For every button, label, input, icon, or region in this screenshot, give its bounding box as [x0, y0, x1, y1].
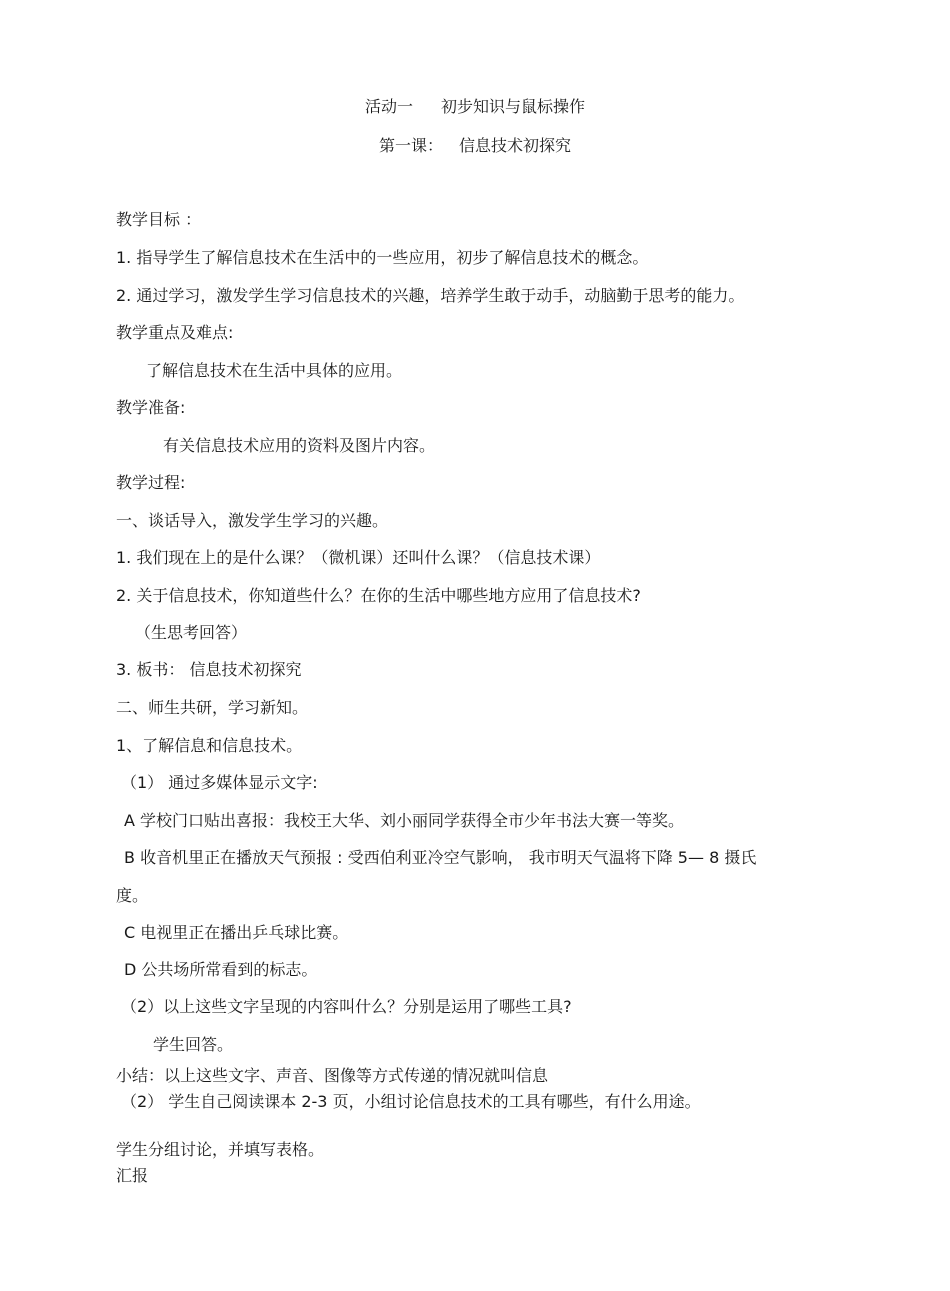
report: 汇报 [116, 1166, 149, 1185]
subsection-1: 1、了解信息和信息技术。 [116, 736, 303, 755]
question-2: 2. 关于信息技术，你知道些什么？在你的生活中哪些地方应用了信息技术? [116, 586, 641, 605]
section-heading-preparation: 教学准备: [116, 398, 186, 417]
section-heading-objectives: 教学目标 ： [116, 210, 202, 229]
item-2-question: （2）以上这些文字呈现的内容叫什么？分别是运用了哪些工具? [121, 997, 572, 1016]
student-answer-note: 学生回答。 [153, 1035, 234, 1054]
objective-1: 1. 指导学生了解信息技术在生活中的一些应用，初步了解信息技术的概念。 [116, 248, 649, 267]
activity-topic: 初步知识与鼠标操作 [441, 97, 586, 116]
key-point-text: 了解信息技术在生活中具体的应用。 [146, 361, 403, 380]
section-heading-key-points: 教学重点及难点: [116, 323, 234, 342]
process-step-2: 二、师生共研，学习新知。 [116, 698, 309, 717]
item-1-heading: （1） 通过多媒体显示文字: [121, 773, 318, 792]
lesson-name: 信息技术初探究 [459, 136, 572, 155]
example-c: C 电视里正在播出乒乓球比赛。 [124, 923, 349, 942]
question-1: 1. 我们现在上的是什么课？（微机课）还叫什么课？（信息技术课） [116, 548, 601, 567]
preparation-text: 有关信息技术应用的资料及图片内容。 [163, 436, 436, 455]
group-discussion: 学生分组讨论，并填写表格。 [116, 1140, 325, 1159]
example-b-continued: 度。 [116, 886, 149, 905]
summary: 小结：以上这些文字、声音、图像等方式传递的情况就叫信息 [116, 1066, 549, 1085]
activity-label: 活动一 [364, 97, 413, 116]
example-d: D 公共场所常看到的标志。 [124, 960, 318, 979]
process-step-1: 一、谈话导入，激发学生学习的兴趣。 [116, 511, 389, 530]
example-b: B 收音机里正在播放天气预报 : 受西伯利亚冷空气影响， 我市明天气温将下降 5— 8 摄氏 [124, 848, 757, 867]
objective-2: 2. 通过学习，激发学生学习信息技术的兴趣，培养学生敢于动手，动脑勤于思考的能力。 [116, 286, 745, 305]
section-heading-process: 教学过程: [116, 473, 186, 492]
document-title [0, 97, 950, 117]
student-think-note: （生思考回答） [135, 623, 248, 642]
lesson-label: 第一课： [378, 136, 443, 155]
board-writing: 3. 板书： 信息技术初探究 [116, 660, 302, 679]
item-2-reading: （2） 学生自己阅读课本 2-3 页，小组讨论信息技术的工具有哪些，有什么用途。 [121, 1092, 701, 1111]
lesson-title [0, 136, 950, 156]
example-a: A 学校门口贴出喜报：我校王大华、刘小丽同学获得全市少年书法大赛一等奖。 [124, 811, 685, 830]
